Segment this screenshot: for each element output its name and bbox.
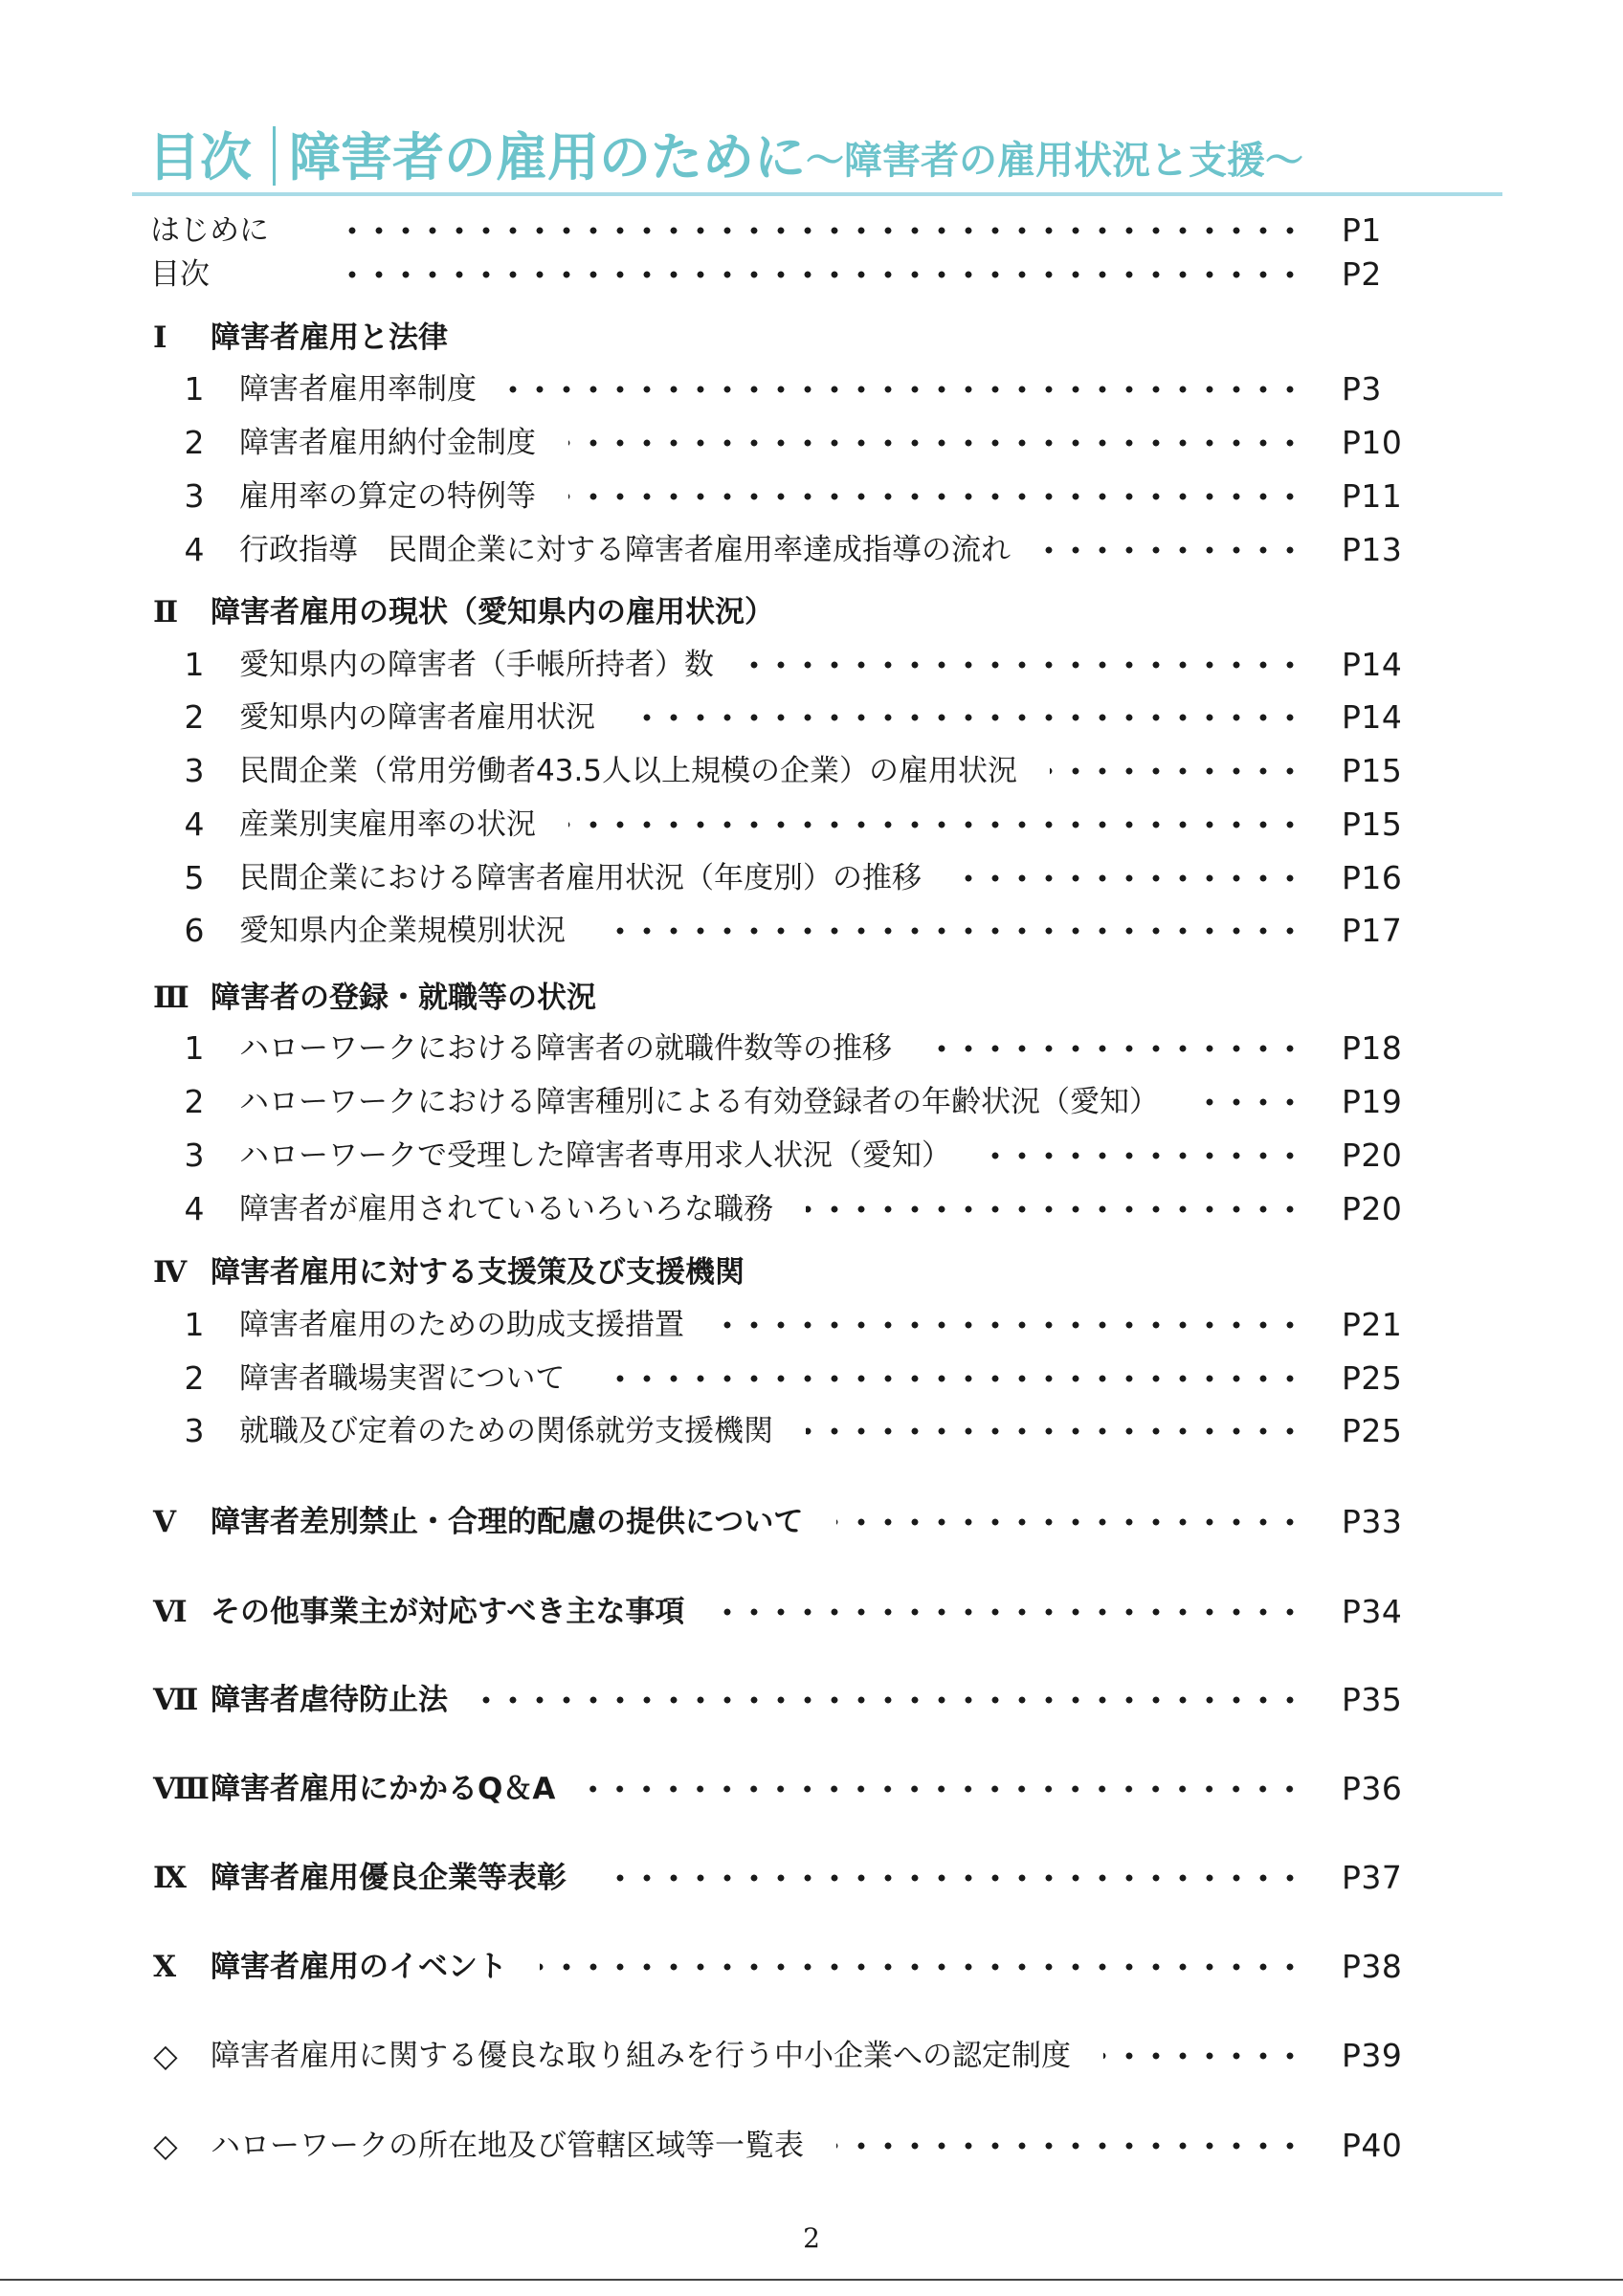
toc-entry[interactable] <box>0 694 1623 741</box>
item-number: 3 <box>184 1137 205 1174</box>
page-reference: P11 <box>1342 477 1403 515</box>
header-separator <box>273 126 276 186</box>
toc-section[interactable] <box>0 1248 1623 1296</box>
dot-leader <box>1191 1097 1303 1107</box>
section-numeral: Ⅳ <box>153 1255 188 1290</box>
toc-entry-extra[interactable] <box>0 2122 1623 2170</box>
toc-entry[interactable] <box>0 747 1623 795</box>
section-numeral: Ⅲ <box>153 981 189 1015</box>
dot-leader <box>836 1517 1303 1527</box>
entry-label: 障害者が雇用されているいろいろな職務 <box>239 1192 773 1226</box>
dot-leader <box>806 1204 1303 1214</box>
dot-leader <box>806 1426 1303 1436</box>
page-reference: P40 <box>1342 2127 1403 2164</box>
toc-entry[interactable] <box>0 801 1623 849</box>
toc-entry[interactable] <box>0 641 1623 689</box>
entry-label: 行政指導 民間企業に対する障害者雇用率達成指導の流れ <box>239 533 1011 567</box>
item-number: ◇ <box>153 2127 178 2164</box>
toc-entry[interactable] <box>0 1407 1623 1455</box>
section-title: 障害者雇用と法律 <box>211 320 448 355</box>
dot-leader <box>718 1607 1303 1617</box>
dot-leader <box>717 1320 1303 1330</box>
page-reference: P13 <box>1342 531 1403 568</box>
section-numeral: Ⅵ <box>153 1595 188 1629</box>
dot-leader <box>1043 545 1303 555</box>
section-title: 障害者雇用に対する支援策及び支援機関 <box>211 1255 745 1290</box>
toc-section[interactable] <box>0 1588 1623 1636</box>
page-reference: P20 <box>1342 1137 1403 1174</box>
item-number: 3 <box>184 1412 205 1449</box>
page-reference: P39 <box>1342 2037 1403 2074</box>
page-reference: P25 <box>1342 1412 1403 1449</box>
item-number: 1 <box>184 1029 205 1067</box>
toc-entry[interactable] <box>0 526 1623 574</box>
dot-leader <box>598 926 1303 936</box>
section-title: 障害者差別禁止・合理的配慮の提供について <box>211 1505 804 1539</box>
entry-label: ハローワークにおける障害種別による有効登録者の年齢状況（愛知） <box>239 1085 1159 1119</box>
dot-leader <box>568 438 1303 448</box>
section-numeral: Ⅱ <box>153 595 179 629</box>
section-numeral: Ⅶ <box>153 1683 199 1717</box>
page-reference: P15 <box>1342 806 1403 843</box>
entry-label: 障害者職場実習について <box>239 1361 566 1396</box>
toc-section[interactable] <box>0 588 1623 636</box>
page-header <box>148 122 1488 189</box>
document-subtitle: ～障害者の雇用状況と支援～ <box>806 139 1303 183</box>
dot-leader <box>628 713 1303 722</box>
section-numeral: Ⅹ <box>153 1950 177 1984</box>
item-number: 2 <box>184 698 205 736</box>
toc-section[interactable] <box>0 1943 1623 1991</box>
document-title: 障害者の雇用のために <box>289 127 806 188</box>
toc-entry-intro[interactable] <box>0 251 1623 298</box>
entry-label: 障害者雇用に関する優良な取り組みを行う中小企業への認定制度 <box>211 2039 1071 2073</box>
toc-section[interactable] <box>0 1854 1623 1902</box>
entry-label: 障害者雇用納付金制度 <box>239 426 536 460</box>
page-reference: P19 <box>1342 1083 1403 1120</box>
dot-leader <box>954 873 1303 883</box>
toc-section[interactable] <box>0 1676 1623 1724</box>
toc-entry[interactable] <box>0 365 1623 413</box>
page-reference: P10 <box>1342 424 1403 461</box>
toc-entry[interactable] <box>0 473 1623 520</box>
item-number: 1 <box>184 646 205 683</box>
page-reference: P34 <box>1342 1593 1403 1630</box>
page-reference: P20 <box>1342 1190 1403 1227</box>
entry-label: 産業別実雇用率の状況 <box>239 807 536 842</box>
item-number: 5 <box>184 859 205 896</box>
toc-entry[interactable] <box>0 1132 1623 1180</box>
item-number: 1 <box>184 370 205 408</box>
page-number: 2 <box>803 2222 820 2254</box>
dot-leader <box>540 1962 1303 1972</box>
entry-label: 民間企業における障害者雇用状況（年度別）の推移 <box>239 861 922 895</box>
toc-section[interactable] <box>0 1498 1623 1546</box>
toc-section[interactable] <box>0 314 1623 362</box>
bottom-rule <box>0 2279 1623 2281</box>
item-number: 3 <box>184 477 205 515</box>
entry-label: はじめに <box>150 213 269 248</box>
entry-label: 目次 <box>150 257 210 292</box>
section-title: その他事業主が対応すべき主な事項 <box>211 1595 685 1629</box>
page-reference: P18 <box>1342 1029 1403 1067</box>
section-title: 障害者雇用のイベント <box>211 1950 507 1984</box>
item-number: 2 <box>184 1359 205 1397</box>
toc-entry[interactable] <box>0 1025 1623 1072</box>
page-reference: P2 <box>1342 255 1382 293</box>
toc-section[interactable] <box>0 1765 1623 1813</box>
dot-leader <box>598 1374 1303 1383</box>
section-title: 障害者雇用優良企業等表彰 <box>211 1861 567 1895</box>
item-number: ◇ <box>153 2037 178 2074</box>
dot-leader <box>568 492 1303 501</box>
entry-label: 障害者雇用のための助成支援措置 <box>239 1308 684 1342</box>
toc-entry[interactable] <box>0 907 1623 955</box>
item-number: 2 <box>184 1083 205 1120</box>
toc-entry[interactable] <box>0 1355 1623 1402</box>
entry-label: 雇用率の算定の特例等 <box>239 479 536 514</box>
page-reference: P14 <box>1342 646 1403 683</box>
toc-entry[interactable] <box>0 1185 1623 1233</box>
entry-label: ハローワークで受理した障害者専用求人状況（愛知） <box>239 1138 951 1173</box>
page-reference: P15 <box>1342 752 1403 789</box>
dot-leader <box>337 226 1303 235</box>
toc-entry[interactable] <box>0 854 1623 902</box>
item-number: 6 <box>184 912 205 949</box>
page-reference: P38 <box>1342 1948 1403 1985</box>
dot-leader <box>568 820 1303 829</box>
page-reference: P25 <box>1342 1359 1403 1397</box>
toc-entry[interactable] <box>0 419 1623 467</box>
dot-leader <box>1050 766 1303 776</box>
page-reference: P36 <box>1342 1770 1403 1807</box>
item-number: 4 <box>184 806 205 843</box>
section-numeral: Ⅴ <box>153 1505 177 1539</box>
page-reference: P37 <box>1342 1859 1403 1896</box>
dot-leader <box>599 1873 1303 1883</box>
item-number: 4 <box>184 1190 205 1227</box>
dot-leader <box>1103 2051 1303 2061</box>
item-number: 4 <box>184 531 205 568</box>
section-title: 障害者の登録・就職等の状況 <box>211 981 596 1015</box>
dot-leader <box>984 1151 1303 1160</box>
entry-label: 就職及び定着のための関係就労支援機関 <box>239 1414 773 1448</box>
section-title: 障害者虐待防止法 <box>211 1683 448 1717</box>
page-reference: P33 <box>1342 1503 1403 1540</box>
dot-leader <box>509 385 1303 394</box>
entry-label: 愛知県内の障害者雇用状況 <box>239 700 595 735</box>
page-reference: P16 <box>1342 859 1403 896</box>
entry-label: ハローワークの所在地及び管轄区域等一覧表 <box>211 2129 804 2163</box>
section-numeral: Ⅰ <box>153 320 167 355</box>
dot-leader <box>836 2141 1303 2151</box>
page-reference: P35 <box>1342 1681 1403 1718</box>
toc-entry[interactable] <box>0 1301 1623 1349</box>
entry-label: ハローワークにおける障害者の就職件数等の推移 <box>239 1031 892 1066</box>
section-title: 障害者雇用の現状（愛知県内の雇用状況） <box>211 595 774 629</box>
item-number: 3 <box>184 752 205 789</box>
page-reference: P14 <box>1342 698 1403 736</box>
dot-leader <box>746 660 1303 670</box>
item-number: 2 <box>184 424 205 461</box>
header-rule <box>132 192 1502 196</box>
dot-leader <box>480 1695 1303 1705</box>
page-reference: P21 <box>1342 1306 1403 1343</box>
dot-leader <box>924 1044 1303 1053</box>
toc-entry-extra[interactable] <box>0 2032 1623 2080</box>
toc-entry-intro[interactable] <box>0 207 1623 254</box>
entry-label: 愛知県内企業規模別状況 <box>239 914 566 948</box>
page-reference: P1 <box>1342 211 1382 249</box>
toc-entry[interactable] <box>0 1078 1623 1126</box>
section-title: 障害者雇用にかかるQ＆A <box>211 1772 556 1806</box>
dot-leader <box>588 1784 1303 1794</box>
toc-heading: 目次 <box>148 127 252 188</box>
section-numeral: Ⅷ <box>153 1772 210 1806</box>
page-reference: P17 <box>1342 912 1403 949</box>
section-numeral: Ⅸ <box>153 1861 187 1895</box>
entry-label: 障害者雇用率制度 <box>239 372 477 407</box>
page-reference: P3 <box>1342 370 1382 408</box>
entry-label: 民間企業（常用労働者43.5人以上規模の企業）の雇用状況 <box>239 754 1018 788</box>
item-number: 1 <box>184 1306 205 1343</box>
dot-leader <box>337 270 1303 279</box>
toc-section[interactable] <box>0 974 1623 1022</box>
entry-label: 愛知県内の障害者（手帳所持者）数 <box>239 648 714 682</box>
